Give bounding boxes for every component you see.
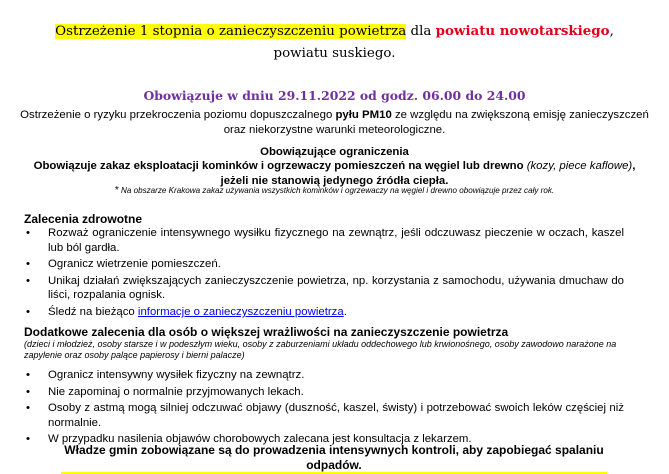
validity-period: Obowiązuje w dniu 29.11.2022 od godz. 06.00 do 24.00 <box>143 88 526 103</box>
bullet: • <box>26 227 30 239</box>
health-heading: Zalecenia zdrowotne <box>24 212 143 226</box>
health-list <box>24 226 624 322</box>
list-item: • Ogranicz wietrzenie pomieszczeń. <box>26 258 221 271</box>
bullet: • <box>26 258 30 271</box>
list-item: • Nie zapominaj o normalnie przyjmowanych lekach. <box>26 385 304 398</box>
footnote-text: Na obszarze Krakowa zakaz używania wszystkich kominków i ogrzewaczy na węgiel i drewno obowiązuje przez cały rok. <box>120 186 555 195</box>
list-item: • Ogranicz intensywny wysiłek fizyczny na zewnątrz. <box>26 369 305 381</box>
title-line2: powiatu suskiego. <box>273 46 396 61</box>
sensitive-list <box>24 368 624 449</box>
sensitive-groups-note: (dzieci i młodzież, osoby starsze i w podeszłym wieku, osoby z zaburzeniami układu oddechowego lub krwionośnego, osoby zawodowo narażone na zapylenie oraz osoby palące papierosy i bierni palacze) <box>24 339 617 360</box>
air-quality-info-link[interactable]: informacje o zanieczyszczeniu powietrza <box>137 305 344 318</box>
intro-text: Ostrzeżenie o ryzyku przekroczenia poziomu dopuszczalnego pyłu PM10 ze względu na zwiększoną emisję zanieczyszczeń oraz niekorzystne warunki meteorologiczne. <box>20 109 649 136</box>
list-item: • Unikaj działań zwiększających zanieczyszczenie powietrza, np. korzystania z samochodu, używania dmuchaw do liści, rozpalania ognisk. <box>26 274 624 302</box>
title-connector: dla <box>406 24 436 39</box>
restriction-text: Obowiązuje zakaz eksploatacji kominków i ogrzewaczy pomieszczeń na węgiel lub drewno (kozy, piece kaflowe), jeżeli nie stanowią jedynego źródła ciepła. <box>33 160 636 187</box>
list-item: • Osoby z astmą mogą silniej odczuwać objawy (duszność, kaszel, świsty) i potrzebować swoich leków częściej niż normalnie. <box>26 402 624 429</box>
footnote-mark: * <box>114 185 119 196</box>
bullet: • <box>26 402 30 415</box>
bullet: • <box>26 385 30 398</box>
bullet: • <box>26 274 30 287</box>
bullet: • <box>26 433 30 446</box>
footnote <box>20 186 649 196</box>
list-item: • Śledź na bieżąco informacje o zanieczyszczeniu powietrza. <box>26 305 347 318</box>
restrictions-block <box>20 145 649 188</box>
list-item: • Rozważ ograniczenie intensywnego wysiłku fizycznego na zewnątrz, jeśli odczuwasz pieczenie w oczach, kaszel lub ból gardła. <box>26 227 624 254</box>
list-item: • W przypadku nasilenia objawów chorobowych zalecana jest konsultacja z lekarzem. <box>26 433 472 446</box>
sensitive-heading: Dodatkowe zalecenia dla osób o większej wrażliwości na zanieczyszczenie powietrza <box>24 325 509 339</box>
warning-level-highlight: Ostrzeżenie 1 stopnia o zanieczyszczeniu powietrza <box>55 24 407 39</box>
warning-title: Ostrzeżenie 1 stopnia o zanieczyszczeniu powietrza dla powiatu nowotarskiego, powiatu suskiego. <box>55 23 614 61</box>
pollutant-name: pyłu PM10 <box>335 109 392 121</box>
municipal-obligation: Władze gmin zobowiązane są do prowadzenia intensywnych kontroli, aby zapobiegać spalaniu odpadów. <box>64 443 604 472</box>
bullet: • <box>26 369 30 381</box>
restrictions-heading: Obowiązujące ograniczenia <box>260 146 409 158</box>
area-name: powiatu nowotarskiego <box>435 23 610 39</box>
bullet: • <box>26 305 30 318</box>
